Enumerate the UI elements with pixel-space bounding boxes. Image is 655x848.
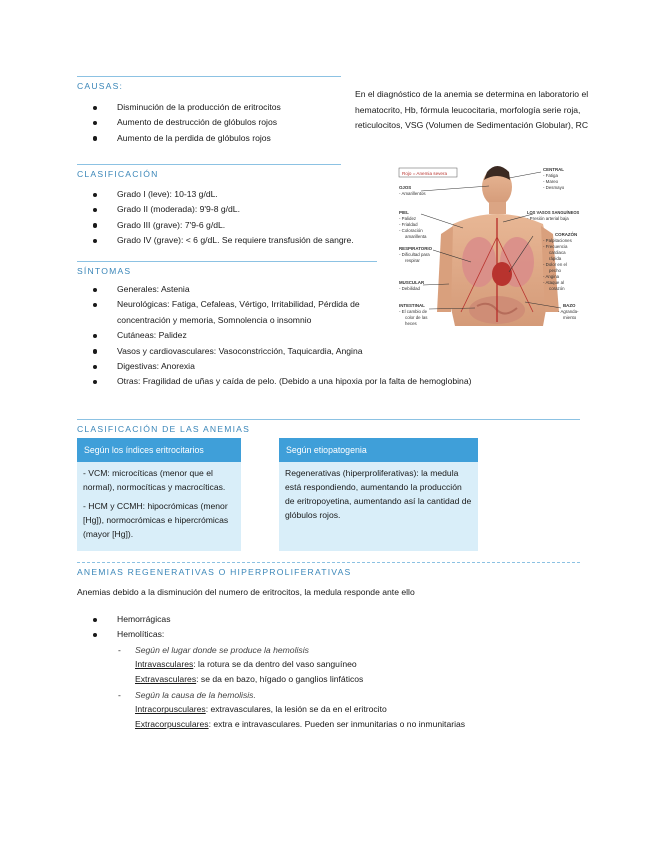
label-resp-2: respirar — [405, 258, 420, 263]
list-item: Cutáneas: Palidez — [93, 328, 553, 343]
list-item: Aumento de destrucción de glóbulos rojos — [93, 115, 281, 130]
list-item: Neurológicas: Fatiga, Cefaleas, Vértigo, Irritabilidad, Pérdida de concentración y memoria, Somnolencia o insomnio — [93, 297, 377, 328]
label-corazon-7: - Angina — [543, 274, 560, 279]
sub-lugar-title: Según el lugar donde se produce la hemolisis — [135, 645, 309, 655]
label-musc-1: - Debilidad — [399, 286, 420, 291]
box-etiopatogenia-header: Según etiopatogenia — [279, 438, 478, 462]
box-indices-eritrocitarios — [77, 438, 241, 551]
label-piel-3: - Coloración — [399, 228, 423, 233]
box-etiopatogenia — [279, 438, 478, 551]
causas-list — [93, 100, 281, 146]
label-intest-2: color de las — [405, 315, 428, 320]
label-piel: PIEL — [399, 210, 409, 215]
label-musc: MUSCULAR — [399, 280, 425, 285]
label-corazon-3: cardiaca — [549, 250, 566, 255]
clasificacion-title: CLASIFICACIÓN — [77, 169, 159, 179]
box-etiopatogenia-text: Regenerativas (hiperproliferativas): la medula está respondiendo, aumentando la producción de eritropoyetina, aumentando así la cantidad de glóbulos rojos. — [285, 468, 472, 520]
label-corazon-1: - Palpitaciones — [543, 238, 572, 243]
label-central-1: - Fatiga — [543, 173, 558, 178]
label-central-3: - Desmayo — [543, 185, 565, 190]
label-corazon: CORAZÓN — [555, 232, 578, 237]
label-ojos: OJOS — [399, 185, 412, 190]
label-central: CENTRAL — [543, 167, 564, 172]
list-item: Disminución de la producción de eritrocitos — [93, 100, 281, 115]
label-intest-3: heces — [405, 321, 417, 326]
clasificacion-rule — [77, 164, 341, 165]
regenerativas-intro: Anemias debido a la disminución del numero de eritrocitos, la medula responde ante ello — [77, 587, 415, 597]
clasif-anemias-title: CLASIFICACIÓN DE LAS ANEMIAS — [77, 424, 251, 434]
list-item: Grado I (leve): 10-13 g/dL. — [93, 187, 354, 202]
sub-causa-extracorpusculares: Extracorpusculares: extra e intravasculares. Pueden ser inmunitarias o no inmunitarias — [135, 718, 466, 729]
sintomas-rule — [77, 261, 377, 262]
label-piel-2: - Frialdad — [399, 222, 418, 227]
causas-title: CAUSAS: — [77, 81, 124, 91]
regenerativas-rule — [77, 562, 580, 563]
sub-lugar — [118, 643, 364, 686]
label-central-2: - Mareo — [543, 179, 559, 184]
sub-causa — [118, 688, 466, 731]
label-vasos-1: - Presión arterial baja — [527, 216, 569, 221]
clasificacion-list — [93, 187, 354, 249]
label-bazo-1: - Agranda- — [558, 309, 579, 314]
diagnosis-note: En el diagnóstico de la anemia se determina en laboratorio el hematocrito, Hb, fórmula leucocitaria, morfología serie roja, reticulocitos, VSG (Volumen de Sedimentación Globular), RC — [355, 89, 589, 130]
label-ojos-1: - Amarillentos — [399, 191, 426, 196]
label-resp: RESPIRATORIO — [399, 246, 433, 251]
box-indices-hcm: - HCM y CCMH: hipocrómicas (menor [Hg]), normocrómicas e hipercrómicas (mayor [Hg]). — [83, 501, 229, 539]
sub-lugar-intravasculares: Intravasculares: la rotura se da dentro del vaso sanguíneo — [135, 659, 357, 670]
regenerativas-list — [93, 612, 171, 643]
list-item: Hemorrágicas — [93, 612, 171, 627]
list-item: Generales: Astenia — [93, 282, 553, 297]
label-intest-1: - El cambio de — [399, 309, 428, 314]
anemia-symptoms-figure — [393, 162, 580, 326]
regenerativas-title: ANEMIAS REGENERATIVAS O HIPERPROLIFERATIVAS — [77, 567, 352, 577]
list-item: Vasos y cardiovasculares: Vasoconstricción, Taquicardia, Angina — [93, 344, 553, 359]
label-corazon-8: - Ataque al — [543, 280, 564, 285]
list-item: Grado II (moderada): 9'9-8 g/dL. — [93, 202, 354, 217]
clasif-anemias-rule — [77, 419, 580, 420]
list-item: Grado III (grave): 7'9-6 g/dL. — [93, 218, 354, 233]
label-piel-1: - Palidez — [399, 216, 417, 221]
label-corazon-9: corazón — [549, 286, 565, 291]
sub-dash: - — [118, 645, 121, 655]
list-item: Hemolíticas: — [93, 627, 171, 642]
list-item: Grado IV (grave): < 6 g/dL. Se requiere transfusión de sangre. — [93, 233, 354, 248]
label-vasos: LOS VASOS SANGUÍNEOS — [527, 210, 580, 215]
sub-causa-intracorpusculares: Intracorpusculares: extravasculares, la lesión se da en el eritrocito — [135, 704, 387, 715]
box-indices-vcm: - VCM: microcíticas (menor que el normal), normocíticas y macrocíticas. — [83, 468, 226, 492]
label-piel-4: amarillenta — [405, 234, 427, 239]
label-bazo-2: miento — [563, 315, 577, 320]
figure-legend: Rojo = Anemia severa — [402, 171, 448, 176]
list-item: Digestivas: Anorexia — [93, 359, 553, 374]
label-resp-1: - Dificultad para — [399, 252, 430, 257]
label-intest: INTESTINAL — [399, 303, 425, 308]
list-item: Otras: Fragilidad de uñas y caída de pelo. (Debido a una hipoxia por la falta de hemoglobina) — [93, 374, 553, 389]
sub-dash: - — [118, 690, 121, 700]
label-corazon-2: - Frecuencia — [543, 244, 568, 249]
label-corazon-6: pecho — [549, 268, 561, 273]
sub-causa-title: Según la causa de la hemolisis. — [135, 690, 256, 700]
label-corazon-5: - Dolor en el — [543, 262, 567, 267]
sub-lugar-extravasculares: Extravasculares: se da en bazo, hígado o ganglios linfáticos — [135, 673, 364, 684]
label-corazon-4: rápida — [549, 256, 562, 261]
causas-rule — [77, 76, 341, 77]
box-indices-header: Según los índices eritrocitarios — [77, 438, 241, 462]
sintomas-title: SÍNTOMAS — [77, 266, 132, 276]
list-item: Aumento de la perdida de glóbulos rojos — [93, 131, 281, 146]
label-bazo: BAZO — [563, 303, 576, 308]
